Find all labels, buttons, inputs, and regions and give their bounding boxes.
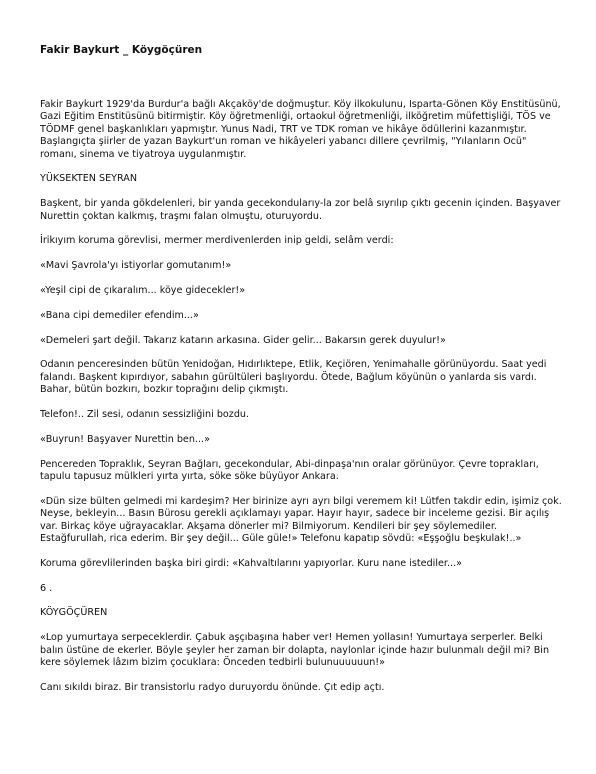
paragraph: Canı sıkıldı biraz. Bir transistorlu radyo duruyordu önünde. Çıt edip açtı. — [40, 681, 385, 693]
paragraph: Fakir Baykurt 1929'da Burdur'a bağlı Akçaköy'de doğmuştur. Köy ilkokulunu, Isparta-Gönen Köy Enstitüsünü, Gazi Eğitim Enstitüsünü bitirmiştir. Köy öğretmenliği, ortaokul öğretmenliği, ilköğretim müfettişliği, TÖS ve TÖDMF genel başkanlıkları yapmıştır. Yunus Nadi, TRT ve TDK roman ve hikâye ödüllerini kazanmıştır. Başlangıçta şiirler de yazan Baykurt'un roman ve hikâyeleri yabancı dillere çevrilmiş, "Yılanların Ocü" romanı, sinema ve tiyatroya uygulanmıştır. — [40, 99, 561, 160]
document-body — [40, 99, 562, 707]
document-title: Fakir Baykurt _ Köygöçüren — [40, 44, 203, 56]
paragraph: «Lop yumurtaya serpecekler​dir. Çabuk aşçıbaşına haber ver! Hemen yollasın! Yumurtaya serperler. Belki balın üstüne de ekerler. Böyle şeyler her zaman bir dolapta, naylonlar içinde hazır bulunmalı değil mi? Bin kere söylemek lâzım bizim çocuklara: Önceden tedbirli bulunuuuuuun!» — [40, 632, 550, 669]
paragraph: «Buyrun! Başyaver Nurettin ben...» — [40, 433, 210, 445]
section-heading: KÖYGÖÇÜREN — [40, 607, 108, 619]
paragraph: «Bana cipi demediler efendim...» — [40, 309, 199, 321]
paragraph: Telefon!.. Zil sesi, odanın sessizliğini bozdu. — [40, 409, 250, 421]
paragraph: Pencereden Topraklık, Seyran Bağları, gecekondular, Abi-dinpaşa'nın oralar görünüyor. Çevre toprakları, tapulu tapusuz mülkleri yırta yırta, söke söke büyüyor Ankara. — [40, 458, 539, 483]
paragraph: «Demeleri şart değil. Takarız katarın arkasına. Gider gelir... Bakarsın gerek duyulur!» — [40, 334, 446, 346]
page-number: 6 . — [40, 582, 53, 594]
paragraph: Odanın penceresinden bütün Yenidoğan, Hıdırlıktepe, Etlik, Keçiören, Yenimahalle görünüyordu. Saat yedi falandı. Başkent kıpırdıyor, sabahın gürültüleri başlıyordu. Ötede, Bağlum köyünün o yanlarda sis vardı. Bahar, bütün bozkırı, bozkır toprağını delip çıkmıştı. — [40, 359, 547, 396]
paragraph: «Dün size bülten gelmedi mi kardeşim? Her birinize ayrı ayrı bilgi veremem ki! Lütfen takdir edin, işimiz çok. Neyse, bekleyin... Basın Bürosu gerekli açıklamayı yapar. Hayır hayır, sadece bir inceleme gezisi. Bir açılış var. Birkaç köye uğrayacaklar. Akşama dönerler mi? Bilmiyorum. Kendileri bir şey söylemediler. Estağfurullah, rica ederim. Bir şey değil... Güle güle!» Telefonu kapatıp sövdü: «Eşşoğlu beşkulak!..» — [40, 495, 562, 545]
paragraph: «Yeşil cipi de çıkaralım... köye gidecekler!» — [40, 285, 246, 297]
paragraph: «Mavi Şavrola'yı istiyorlar gomutanım!» — [40, 260, 232, 272]
paragraph: Koruma görevlilerinden başka biri girdi: «Kahvaltılarını yapıyorlar. Kuru nane istediler...» — [40, 557, 462, 569]
section-heading: YÜKSEKTEN SEYRAN — [40, 173, 138, 185]
paragraph: İrikıyım koruma görevlisi, mermer merdivenlerden inip geldi, selâm verdi: — [40, 235, 394, 247]
paragraph: Başkent, bir yanda gökdelenleri, bir yanda gecekondularıy-la zor belâ sıyrılıp çıktı gecenin içinden. Başyaver Nurettin çoktan kalkmış, traşmı falan olmuştu, oturuyordu. — [40, 198, 561, 222]
